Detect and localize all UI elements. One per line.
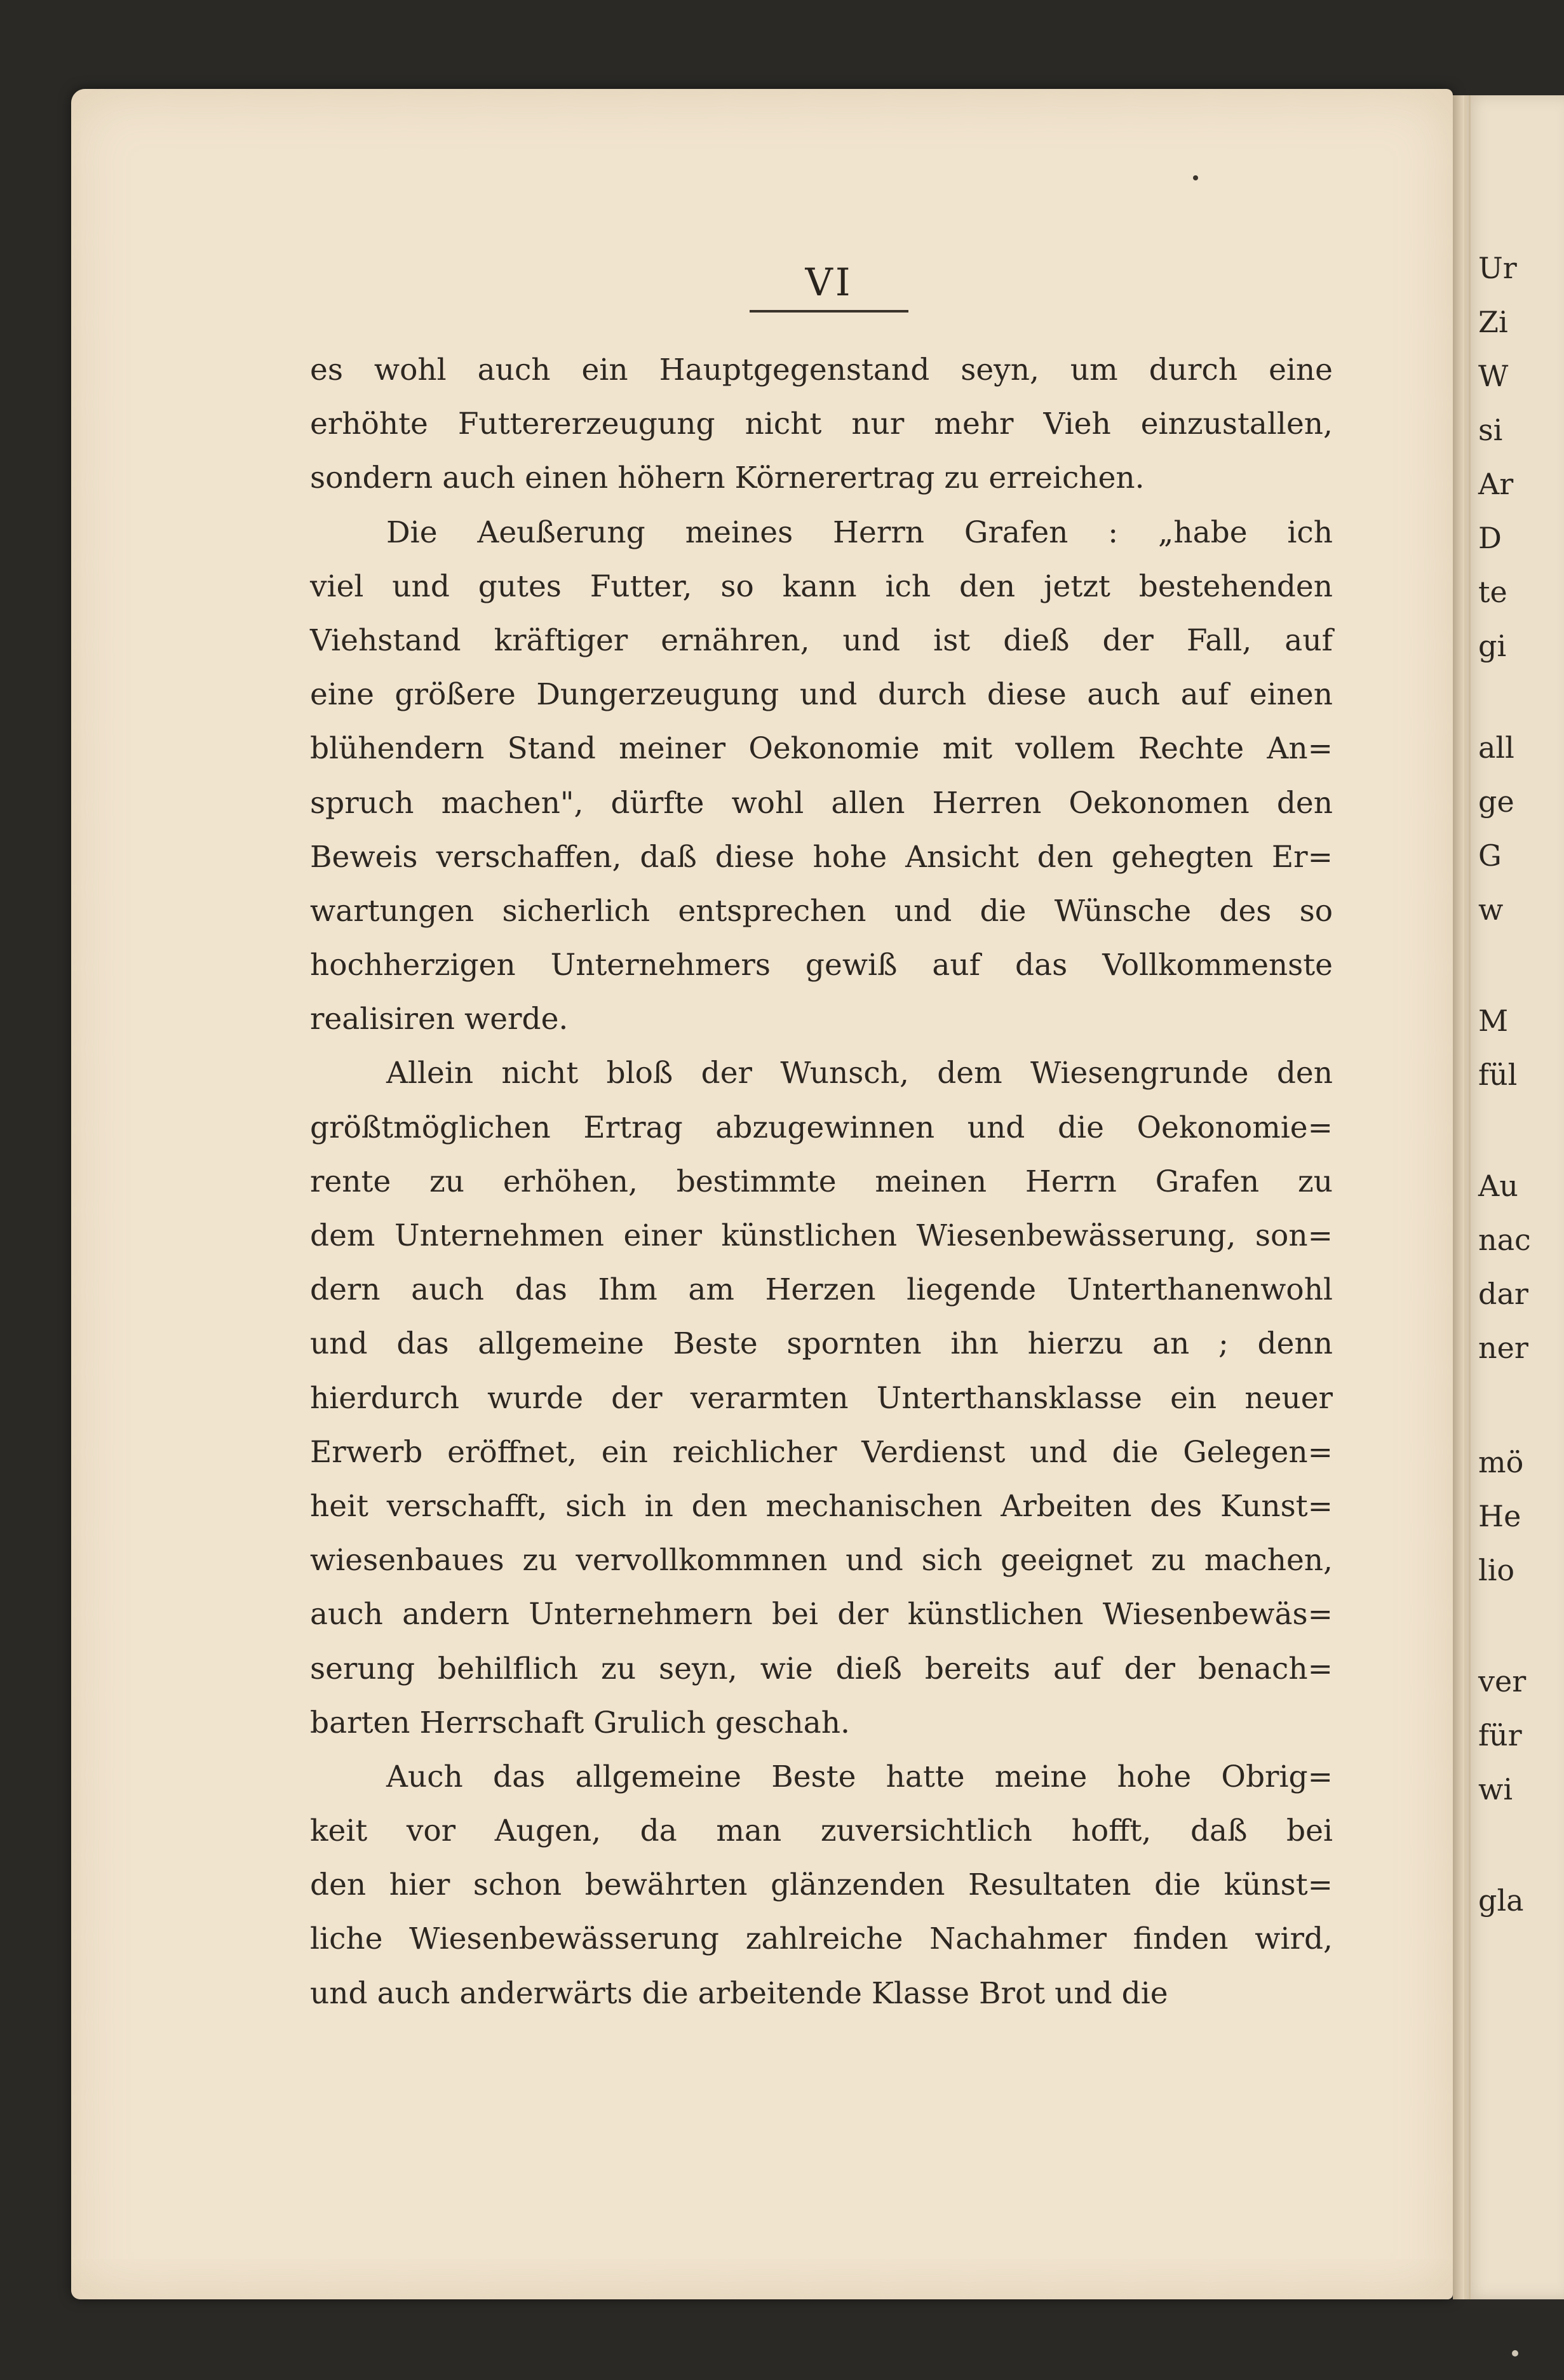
text-line: rente zu erhöhen, bestimmte meinen Herrn Grafen zu [310, 1164, 1333, 1199]
text-line: keit vor Augen, da man zuversichtlich hofft, daß bei [310, 1813, 1333, 1849]
facing-page-fragment: M [1478, 1004, 1509, 1038]
text-line: viel und gutes Futter, so kann ich den jetzt bestehenden [310, 568, 1333, 604]
facing-page-fragment: ge [1478, 784, 1514, 819]
text-line: heit verschafft, sich in den mechanischen Arbeiten des Kunst= [310, 1488, 1333, 1524]
body-text [310, 343, 1333, 2020]
facing-page-edge [1464, 95, 1564, 2299]
text-line: barten Herrschaft Grulich geschah. [310, 1705, 850, 1740]
page-number: VI [805, 260, 853, 305]
text-line: Auch das allgemeine Beste hatte meine hohe Obrig= [386, 1759, 1333, 1794]
facing-page-fragment: W [1478, 359, 1509, 393]
facing-page-fragment: fül [1478, 1058, 1518, 1092]
facing-page-fragment: gla [1478, 1883, 1524, 1918]
facing-page-fragment: Ar [1478, 467, 1514, 501]
facing-page-fragment: nac [1478, 1223, 1531, 1257]
text-line: Die Aeußerung meines Herrn Grafen : „habe ich [386, 514, 1333, 550]
text-line: Erwerb eröffnet, ein reichlicher Verdienst und die Gelegen= [310, 1434, 1333, 1470]
text-line: dern auch das Ihm am Herzen liegende Unterthanenwohl [310, 1272, 1333, 1308]
text-line: wiesenbaues zu vervollkommnen und sich geeignet zu machen, [310, 1543, 1333, 1578]
facing-page-fragment: ner [1478, 1331, 1528, 1365]
text-line: es wohl auch ein Hauptgegenstand seyn, um durch eine [310, 353, 1333, 387]
facing-page-fragment: lio [1478, 1553, 1515, 1587]
paper-speck [1193, 175, 1198, 180]
text-line: größtmöglichen Ertrag abzugewinnen und die Oekonomie= [310, 1110, 1333, 1145]
facing-page-fragment: He [1478, 1499, 1521, 1533]
facing-page-fragment: dar [1478, 1277, 1528, 1311]
facing-page-fragment: gi [1478, 629, 1507, 663]
facing-page-fragment: all [1478, 730, 1514, 765]
text-line: und das allgemeine Beste spornten ihn hierzu an ; denn [310, 1326, 1333, 1362]
text-line: blühendern Stand meiner Oekonomie mit vollem Rechte An= [310, 731, 1333, 767]
text-line: realisiren werde. [310, 1002, 569, 1037]
page-edge-line [1469, 95, 1471, 2299]
text-line: Beweis verschaffen, daß diese hohe Ansicht den gehegten Er= [310, 839, 1333, 875]
page-header [750, 260, 908, 313]
facing-page-fragment: si [1478, 413, 1503, 447]
facing-page-fragment: ver [1478, 1664, 1527, 1698]
book-gutter [1453, 95, 1464, 2299]
text-line: erhöhte Futtererzeugung nicht nur mehr Vieh einzustallen, [310, 407, 1333, 442]
text-line: spruch machen", dürfte wohl allen Herren Oekonomen den [310, 785, 1333, 821]
facing-page-fragment: mö [1478, 1445, 1524, 1479]
header-rule [750, 310, 908, 313]
facing-page-fragment: wi [1478, 1772, 1513, 1806]
text-line: Allein nicht bloß der Wunsch, dem Wiesengrunde den [386, 1056, 1333, 1091]
text-line: und auch anderwärts die arbeitende Klasse Brot und die [310, 1975, 1168, 2011]
text-line: sondern auch einen höhern Körnerertrag zu erreichen. [310, 461, 1145, 496]
text-line: Viehstand kräftiger ernähren, und ist dieß der Fall, auf [310, 622, 1333, 658]
facing-page-fragment: Zi [1478, 305, 1508, 339]
text-line: liche Wiesenbewässerung zahlreiche Nachahmer finden wird, [310, 1921, 1333, 1957]
facing-page-fragment: te [1478, 575, 1507, 609]
facing-page-fragment: G [1478, 838, 1502, 873]
facing-page-fragment: für [1478, 1718, 1522, 1752]
text-line: dem Unternehmen einer künstlichen Wiesenbewässerung, son= [310, 1218, 1333, 1253]
page-edge-line [1464, 95, 1467, 2299]
text-line: eine größere Dungerzeugung und durch diese auch auf einen [310, 677, 1333, 713]
facing-page-fragment: w [1478, 892, 1504, 927]
text-line: hochherzigen Unternehmers gewiß auf das Vollkommenste [310, 948, 1333, 983]
text-line: den hier schon bewährten glänzenden Resultaten die künst= [310, 1867, 1333, 1903]
facing-page-fragment: D [1478, 521, 1502, 555]
facing-page-fragment: Au [1478, 1169, 1518, 1203]
facing-page-fragment: Ur [1478, 251, 1517, 285]
paper-speck [1512, 2350, 1518, 2356]
text-line: wartungen sicherlich entsprechen und die Wünsche des so [310, 893, 1333, 929]
text-line: auch andern Unternehmern bei der künstlichen Wiesenbewäs= [310, 1597, 1333, 1632]
text-line: hierdurch wurde der verarmten Unterthansklasse ein neuer [310, 1380, 1333, 1416]
text-line: serung behilflich zu seyn, wie dieß bereits auf der benach= [310, 1651, 1333, 1686]
